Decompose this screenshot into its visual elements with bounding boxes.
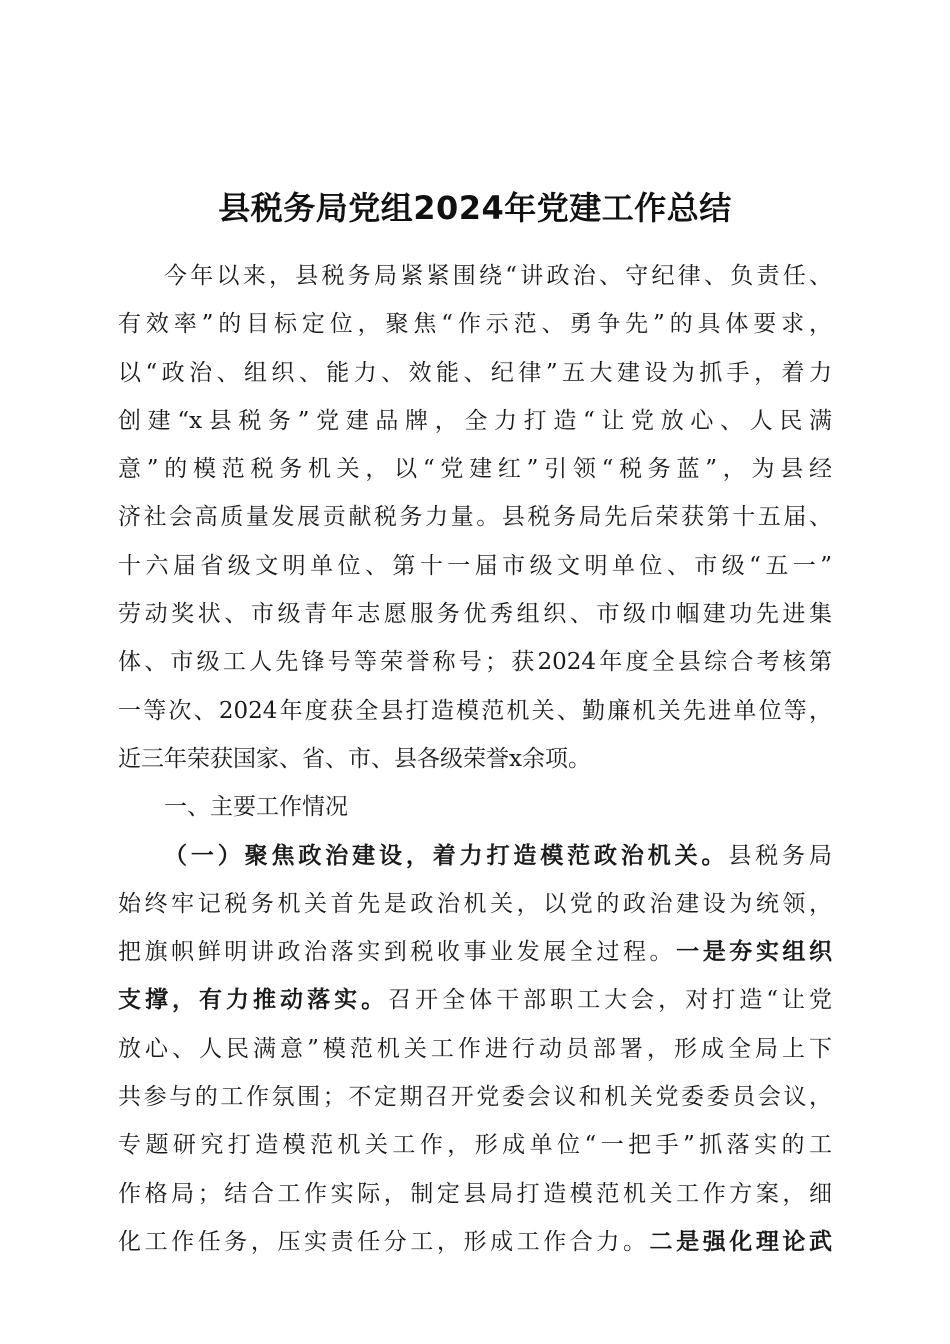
intro-line: 以“政治、组织、能力、效能、纪律”五大建设为抓手，着力 [118, 359, 832, 386]
subsection-line [118, 832, 832, 880]
subsection-line [118, 1218, 832, 1266]
intro-line: 意”的模范税务机关，以“党建红”引领“税务蓝”，为县经 [118, 456, 832, 483]
section-heading: 一、主要工作情况 [164, 794, 348, 821]
subsection-heading: （一）聚焦政治建设，着力打造模范政治机关。 [164, 841, 729, 869]
subsection-text: 召开全体干部职工大会，对打造“让党 [388, 987, 832, 1014]
subsection-text: 县税务局 [728, 842, 832, 869]
intro-line: 体、市级工人先锋号等荣誉称号；获2024年度全县综合考核第 [118, 649, 832, 676]
subsection-line: 作格局；结合工作实际，制定县局打造模范机关工作方案，细 [118, 1180, 832, 1207]
point-heading: 一是夯实组织 [676, 938, 833, 966]
document-title: 县税务局党组2024年党建工作总结 [218, 189, 732, 227]
document-body [118, 252, 832, 1266]
intro-line: 创建“x县税务”党建品牌，全力打造“让党放心、人民满 [118, 407, 832, 434]
intro-line: 近三年荣获国家、省、市、县各级荣誉x余项。 [118, 745, 591, 772]
intro-line: 今年以来，县税务局紧紧围绕“讲政治、守纪律、负责任、 [164, 263, 832, 289]
subsection-line [118, 976, 832, 1024]
point-heading: 二是强化理论武 [649, 1227, 833, 1255]
intro-line: 有效率”的目标定位，聚焦“作示范、勇争先”的具体要求， [118, 311, 832, 338]
subsection-line: 共参与的工作氛围；不定期召开党委会议和机关党委委员会议， [118, 1084, 832, 1111]
subsection-line [118, 928, 832, 976]
intro-line: 十六届省级文明单位、第十一届市级文明单位、市级“五一” [118, 552, 832, 579]
intro-line: 济社会高质量发展贡献税务力量。县税务局先后荣获第十五届、 [118, 504, 832, 531]
subsection-line: 始终牢记税务机关首先是政治机关，以党的政治建设为统领， [118, 890, 832, 917]
subsection-line: 放心、人民满意”模范机关工作进行动员部署，形成全局上下 [118, 1035, 832, 1062]
subsection-line: 专题研究打造模范机关工作，形成单位“一把手”抓落实的工 [118, 1132, 832, 1159]
subsection-text: 把旗帜鲜明讲政治落实到税收事业发展全过程。 [118, 939, 677, 966]
point-heading: 支撑，有力推动落实。 [118, 986, 389, 1014]
intro-line: 一等次、2024年度获全县打造模范机关、勤廉机关先进单位等， [118, 697, 832, 724]
subsection-text: 化工作任务，压实责任分工，形成工作合力。 [118, 1228, 650, 1255]
intro-line: 劳动奖状、市级青年志愿服务优秀组织、市级巾帼建功先进集 [118, 601, 832, 628]
